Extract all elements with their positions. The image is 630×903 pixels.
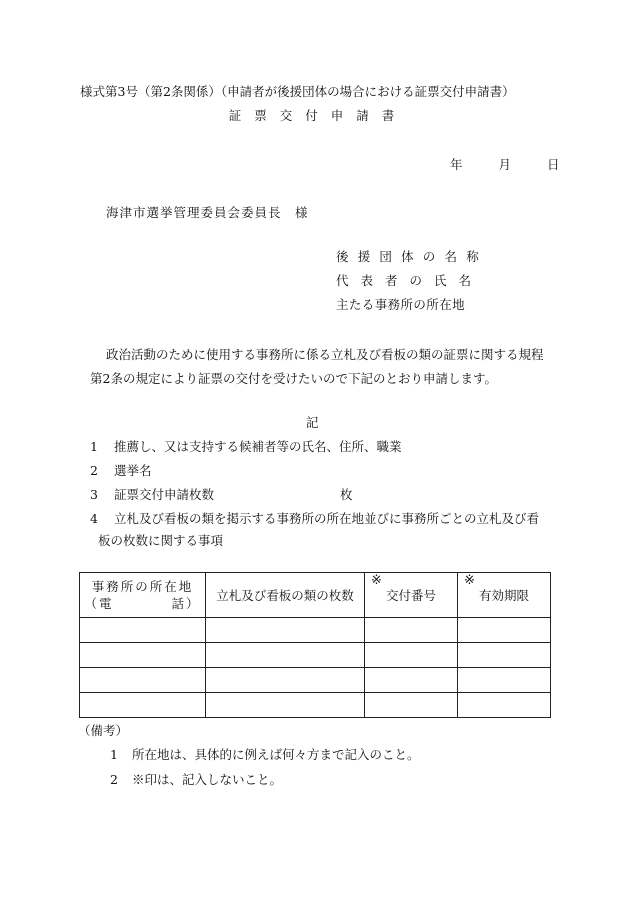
ki-heading: 記 bbox=[306, 415, 319, 430]
item-1 bbox=[90, 436, 402, 458]
item-number: 1 bbox=[90, 439, 98, 454]
addressee: 海津市選挙管理委員会委員長 様 bbox=[106, 205, 309, 220]
item-2 bbox=[90, 460, 152, 482]
document-title: 証票交付申請書 bbox=[228, 108, 408, 123]
table-header-row bbox=[80, 573, 551, 618]
cell-expiry bbox=[458, 668, 551, 693]
cell-expiry bbox=[458, 693, 551, 718]
item-text: 推薦し、又は支持する候補者等の氏名、住所、職業 bbox=[114, 439, 402, 454]
date-line bbox=[450, 155, 576, 173]
office-table bbox=[79, 572, 551, 718]
cell-office-location[interactable] bbox=[80, 693, 206, 718]
header-issue-number-text: 交付番号 bbox=[385, 588, 436, 603]
item-4 bbox=[90, 508, 539, 530]
note-number: 1 bbox=[110, 747, 118, 762]
asterisk-mark: ※ bbox=[371, 573, 382, 588]
note-text: ※印は、記入しないこと。 bbox=[132, 772, 283, 787]
asterisk-mark: ※ bbox=[464, 573, 475, 588]
cell-issue-number bbox=[365, 643, 458, 668]
table-row bbox=[80, 668, 551, 693]
table-row bbox=[80, 693, 551, 718]
note-text: 所在地は、具体的に例えば何々方まで記入のこと。 bbox=[132, 747, 420, 762]
item-text: 証票交付申請枚数 bbox=[114, 487, 215, 502]
item-3 bbox=[90, 484, 353, 506]
header-office-location bbox=[80, 573, 206, 618]
cell-issue-number bbox=[365, 668, 458, 693]
item-text: 立札及び看板の類を掲示する事務所の所在地並びに事務所ごとの立札及び看 bbox=[114, 511, 540, 526]
applicant-org-name-label: 後援団体の名称 bbox=[336, 249, 488, 264]
header-expiry bbox=[458, 573, 551, 618]
cell-sign-count[interactable] bbox=[206, 618, 365, 643]
cell-expiry bbox=[458, 618, 551, 643]
item-4-continuation: 板の枚数に関する事項 bbox=[98, 533, 224, 548]
cell-issue-number bbox=[365, 618, 458, 643]
cell-sign-count[interactable] bbox=[206, 693, 365, 718]
count-unit: 枚 bbox=[340, 487, 353, 502]
cell-sign-count[interactable] bbox=[206, 643, 365, 668]
form-header: 様式第3号（第2条関係）（申請者が後援団体の場合における証票交付申請書） bbox=[80, 84, 515, 99]
applicant-rep-name-label: 代表者の氏名 bbox=[336, 273, 484, 288]
note-number: 2 bbox=[110, 772, 118, 787]
header-issue-number bbox=[365, 573, 458, 618]
cell-expiry bbox=[458, 643, 551, 668]
item-number: 3 bbox=[90, 487, 98, 502]
table-row bbox=[80, 618, 551, 643]
item-number: 2 bbox=[90, 463, 98, 478]
cell-office-location[interactable] bbox=[80, 668, 206, 693]
date-day: 日 bbox=[547, 157, 560, 172]
header-sign-count: 立札及び看板の類の枚数 bbox=[206, 573, 365, 618]
item-number: 4 bbox=[90, 511, 98, 526]
item-text: 選挙名 bbox=[114, 463, 152, 478]
note-2 bbox=[110, 770, 282, 788]
cell-issue-number bbox=[365, 693, 458, 718]
note-1 bbox=[110, 745, 420, 763]
applicant-office-label: 主たる事務所の所在地 bbox=[336, 297, 466, 312]
body-line-1: 政治活動のために使用する事務所に係る立札及び看板の類の証票に関する規程 bbox=[106, 347, 544, 362]
table-row bbox=[80, 643, 551, 668]
request-body bbox=[90, 343, 560, 391]
body-line-2: 第2条の規定により証票の交付を受けたいので下記のとおり申請します。 bbox=[90, 371, 497, 386]
header-phone-text: （電 話） bbox=[84, 596, 201, 611]
date-year: 年 bbox=[450, 157, 463, 172]
header-expiry-text: 有効期限 bbox=[478, 588, 529, 603]
cell-office-location[interactable] bbox=[80, 643, 206, 668]
cell-office-location[interactable] bbox=[80, 618, 206, 643]
cell-sign-count[interactable] bbox=[206, 668, 365, 693]
header-location-text: 事務所の所在地 bbox=[91, 579, 194, 594]
notes-title: （備考） bbox=[78, 723, 129, 738]
date-month: 月 bbox=[498, 157, 512, 172]
